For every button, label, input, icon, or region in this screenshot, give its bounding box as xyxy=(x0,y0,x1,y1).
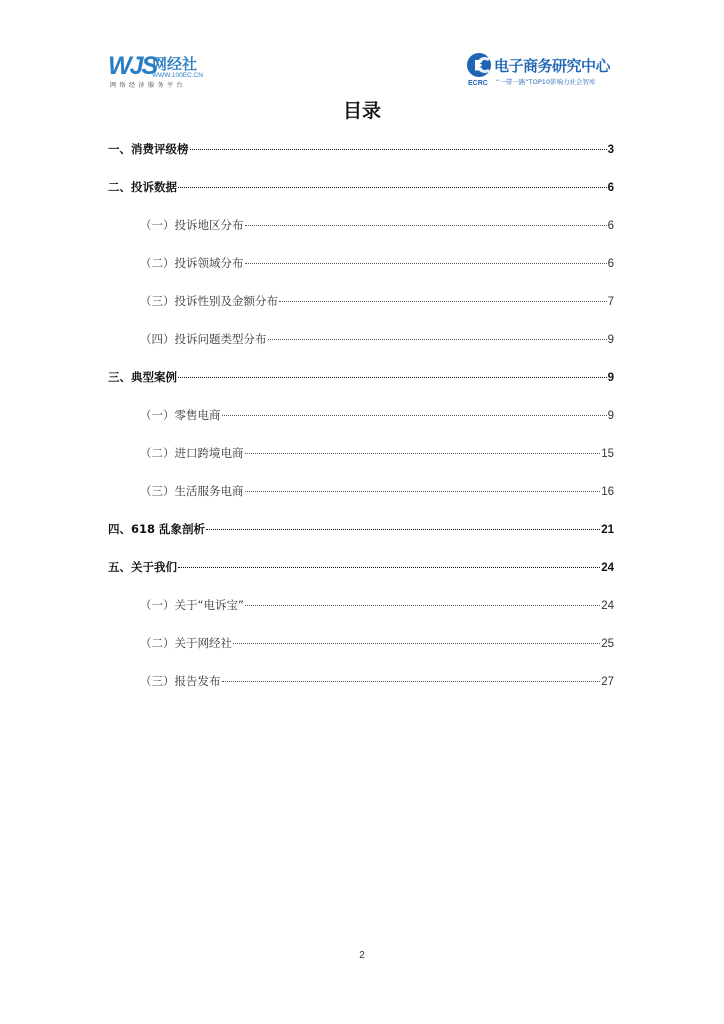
toc-entry-label: （三）报告发布 xyxy=(140,674,221,688)
toc-entry-page: 25 xyxy=(601,638,614,650)
toc-entry[interactable] xyxy=(140,329,614,349)
toc-entry[interactable] xyxy=(108,519,614,539)
toc-entry-page: 27 xyxy=(601,676,614,688)
toc-entry-page: 9 xyxy=(607,372,614,384)
toc-entry[interactable] xyxy=(140,481,614,501)
ecrc-logo-subtitle: “一带一路”TOP10影响力社会智库 xyxy=(496,78,596,86)
toc-title: 目录 xyxy=(342,100,381,122)
toc-leader-dots xyxy=(222,415,607,416)
toc-entry-page: 3 xyxy=(607,144,614,156)
toc-leader-dots xyxy=(245,453,601,454)
toc-entry-page: 6 xyxy=(607,220,614,232)
wjs-logo-name: 网经社 xyxy=(152,55,198,73)
toc-entry-label: 五、关于我们 xyxy=(108,560,177,574)
toc-entry[interactable] xyxy=(140,633,614,653)
toc-leader-dots xyxy=(190,149,607,150)
toc-entry-page: 9 xyxy=(607,410,614,422)
toc-entry-label: （一）投诉地区分布 xyxy=(140,218,244,232)
toc-leader-dots xyxy=(178,187,607,188)
toc-entry-page: 21 xyxy=(601,524,614,536)
page-number: 2 xyxy=(359,950,365,961)
toc-entry-label: （二）关于网经社 xyxy=(140,636,232,650)
toc-entry[interactable] xyxy=(108,177,614,197)
toc-entry-label: 四、618 乱象剖析 xyxy=(108,522,206,536)
toc-leader-dots xyxy=(206,529,600,530)
toc-entry[interactable] xyxy=(108,367,614,387)
toc-entry[interactable] xyxy=(140,671,614,691)
ecrc-logo-icon xyxy=(466,52,494,78)
toc-leader-dots xyxy=(178,377,607,378)
toc-entry-label: 二、投诉数据 xyxy=(108,180,177,194)
toc-entry[interactable] xyxy=(140,405,614,425)
toc-entry-page: 7 xyxy=(607,296,614,308)
toc-entry-label: （四）投诉问题类型分布 xyxy=(140,332,267,346)
toc-entry-label: 一、消费评级榜 xyxy=(108,142,189,156)
toc-entry-label: （三）生活服务电商 xyxy=(140,484,244,498)
toc-entry-page: 9 xyxy=(607,334,614,346)
wjs-logo-url: WWW.100EC.CN xyxy=(152,72,203,79)
toc-leader-dots xyxy=(245,605,600,606)
wjs-logo-slogan: 网络经济服务平台 xyxy=(110,82,187,89)
toc-entry[interactable] xyxy=(140,215,614,235)
ecrc-logo xyxy=(466,52,616,92)
toc-entry-label: （三）投诉性别及金额分布 xyxy=(140,294,278,308)
toc-leader-dots xyxy=(245,263,607,264)
toc-entry[interactable] xyxy=(140,595,614,615)
toc-leader-dots xyxy=(245,225,607,226)
toc-entry[interactable] xyxy=(140,291,614,311)
toc-entry-page: 15 xyxy=(601,448,614,460)
ecrc-logo-abbr: ECRC xyxy=(468,80,488,87)
toc-entry-page: 16 xyxy=(601,486,614,498)
toc-entry-page: 6 xyxy=(607,258,614,270)
toc-entry-label: （一）零售电商 xyxy=(140,408,221,422)
wangjingshe-logo xyxy=(108,52,218,92)
toc-entry[interactable] xyxy=(140,253,614,273)
toc-entry[interactable] xyxy=(140,443,614,463)
toc-leader-dots xyxy=(268,339,607,340)
toc-leader-dots xyxy=(245,491,601,492)
toc-entry[interactable] xyxy=(108,139,614,159)
toc-leader-dots xyxy=(222,681,601,682)
toc-entry-page: 24 xyxy=(601,600,614,612)
ecrc-logo-name: 电子商务研究中心 xyxy=(494,57,611,75)
toc-entry-page: 24 xyxy=(601,562,614,574)
toc-entry-label: （二）投诉领域分布 xyxy=(140,256,244,270)
toc-entry-label: （二）进口跨境电商 xyxy=(140,446,244,460)
toc-entry[interactable] xyxy=(108,557,614,577)
toc-entry-page: 6 xyxy=(607,182,614,194)
toc-leader-dots xyxy=(279,301,607,302)
wjs-logo-mark: WJS xyxy=(108,52,157,80)
toc-entry-label: （一）关于“电诉宝” xyxy=(140,598,244,612)
toc-leader-dots xyxy=(178,567,600,568)
toc-leader-dots xyxy=(233,643,600,644)
toc-entry-label: 三、典型案例 xyxy=(108,370,177,384)
